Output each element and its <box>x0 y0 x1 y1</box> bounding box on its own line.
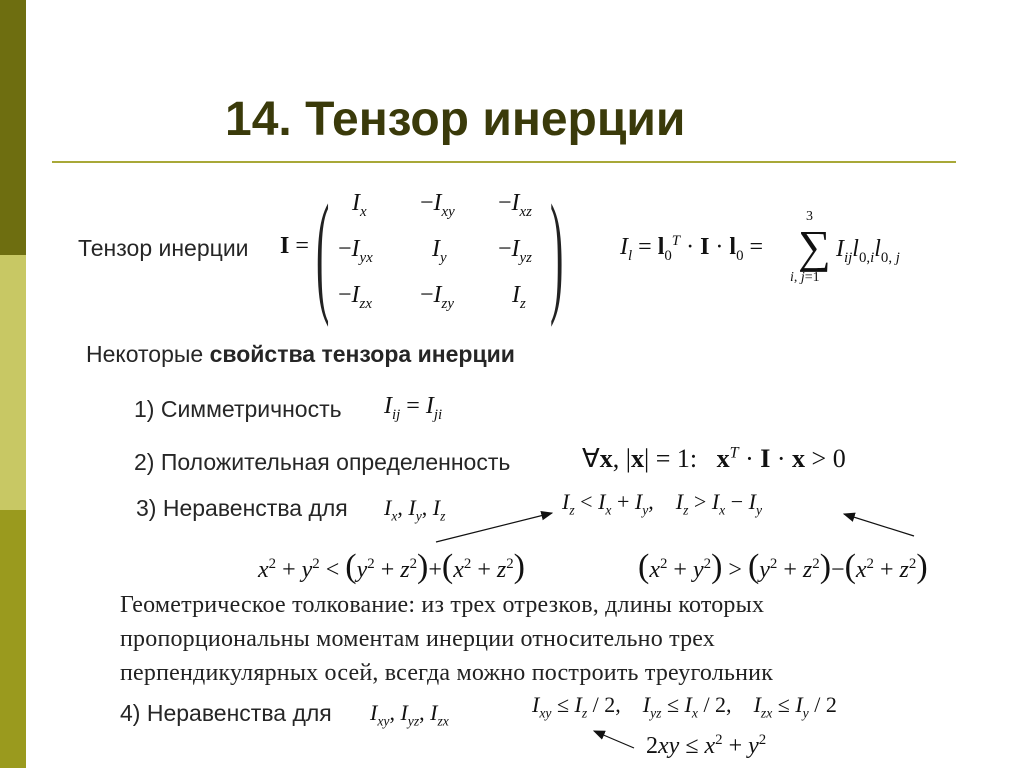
property-positive-definite-label: 2) Положительная определенность <box>134 449 511 475</box>
matrix-left-paren: ( <box>316 175 330 329</box>
tensor-symbol: I = <box>280 233 309 259</box>
property-symmetry-label: 1) Симметричность <box>134 396 342 422</box>
sum-term: $I_{ij}l_{0,i}l_{0, j}$ <box>836 236 900 266</box>
tensor-label: Тензор инерции <box>78 235 249 261</box>
expanded-inequality-left: $x^2 + y^2 < (y^2 + z^2)+(x^2 + z^2)$ <box>258 548 525 585</box>
inequalities-xyz-subjects: $I_x$, $I_y$, $I_z$ <box>384 495 446 524</box>
matrix-right-paren: ) <box>550 175 564 329</box>
inequalities-products-subjects: $I_{xy}$, $I_{yz}$, $I_{zx}$ <box>370 700 449 729</box>
geometric-line-1: Геометрическое толкование: из трех отрезков, длины которых <box>120 592 765 618</box>
arrow-to-second-inequality <box>844 514 914 536</box>
geometric-line-2: пропорциональны моментам инерции относительно трех <box>120 626 716 652</box>
arrow-to-products-inequality <box>594 731 634 748</box>
sum-sign: ∑ <box>798 221 831 272</box>
symmetry-formula: $I_{ij} = I_{ji}$ <box>384 393 443 423</box>
triangle-inequality-formulas: $I_z < I_x + I_y$, $I_z > I_x - I_y$ <box>562 489 763 518</box>
slide-title: 14. Тензор инерции <box>225 93 686 146</box>
properties-heading: Некоторые свойства тензора инерции <box>86 341 515 367</box>
property-inequalities-products-label: 4) Неравенства для <box>120 700 332 726</box>
moment-about-axis-formula: $I_l = l_0^T \cdot I \cdot l_0$ = <box>620 233 764 264</box>
products-expanded-inequality: $2xy \le x^2 + y^2$ <box>646 732 767 759</box>
positive-definite-formula: ∀x, |x| = 1: $x^T \cdot I \cdot x > 0$ <box>582 444 846 473</box>
geometric-line-3: перпендикулярных осей, всегда можно построить треугольник <box>120 660 774 686</box>
property-inequalities-xyz-label: 3) Неравенства для <box>136 495 348 521</box>
sum-upper-limit: 3 <box>806 209 813 224</box>
products-inequality-formulas: $I_{xy} \le I_z / 2$, $I_{yz} \le I_x / 2$, $I_{zx} \le I_y / 2$ <box>532 692 837 721</box>
expanded-inequality-right: $(x^2 + y^2) > (y^2 + z^2)-(x^2 + z^2)$ <box>638 548 928 585</box>
arrow-to-first-inequality <box>436 513 552 542</box>
sum-lower-limit: i, j=1 <box>790 270 820 285</box>
